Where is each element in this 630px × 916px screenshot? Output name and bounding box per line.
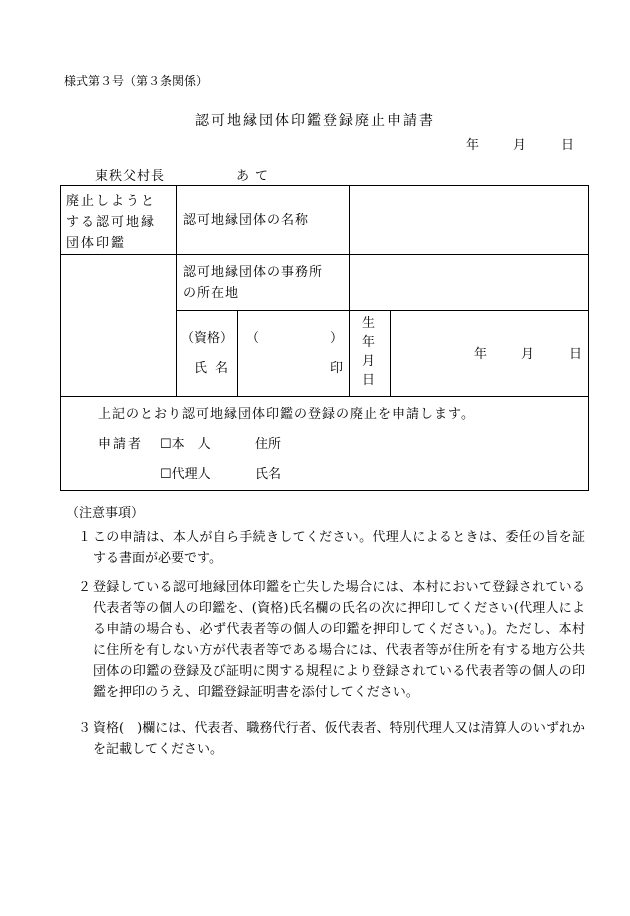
applicant-address-label: 住所	[255, 437, 282, 452]
seal-group-label	[66, 191, 156, 254]
note-item-2	[78, 577, 583, 727]
note-number-1: １	[78, 530, 92, 545]
table-border-left	[60, 185, 61, 491]
table-line-v3	[237, 310, 238, 397]
birth-label-char-1: 生	[362, 316, 376, 331]
option-agent-checkbox[interactable]: ☐代理人	[160, 467, 211, 482]
seal-group-label-line-2: する認可地縁	[66, 215, 157, 230]
note-text-2: 登録している認可地縁団体印鑑を亡失した場合には、本村において登録されている代表者等の個人の印鑑を、(資格)氏名欄の氏名の次に押印してください(代理人による申請の場合も、必ず代表者等の個人の印鑑を押印してください。)。ただし、本村に住所を有しない方が代表者等である場合には、代表者等が住所を有する地方公共団体の印鑑の登録及び証明に関する規程により登録されている代表者等の個人の印鑑を押印のうえ、印鑑登録証明書を添付してください。	[93, 580, 585, 700]
table-border-top	[60, 185, 589, 186]
form-number-label: 様式第３号（第３条関係）	[64, 74, 209, 88]
table-line-h3	[60, 396, 589, 397]
seal-group-label-line-1: 廃止しようと	[66, 194, 157, 209]
addressee-name: 東秩父村長	[95, 169, 166, 184]
declaration-text: 上記のとおり認可地縁団体印鑑の登録の廃止を申請します。	[98, 407, 475, 422]
applicant-address-field[interactable]	[290, 430, 580, 456]
note-number-2: ２	[78, 580, 92, 595]
table-border-bottom	[60, 490, 589, 491]
note-item-3	[78, 718, 583, 760]
date-day-label: 日	[561, 138, 575, 153]
birth-label-char-2: 年	[362, 335, 376, 350]
qualification-field[interactable]	[256, 326, 328, 350]
document-title: 認可地縁団体印鑑登録廃止申請書	[195, 113, 435, 129]
table-line-v5	[390, 310, 391, 397]
table-border-right	[588, 185, 589, 491]
birth-month-label: 月	[521, 347, 535, 362]
org-address-field[interactable]	[351, 257, 587, 309]
birth-date-field[interactable]	[394, 340, 584, 368]
addressee-suffix: あて	[236, 169, 275, 184]
seal-group-label-line-3: 団体印鑑	[66, 236, 127, 251]
notes-heading: （注意事項）	[66, 506, 145, 521]
name-label: 氏名	[194, 361, 237, 376]
org-name-field[interactable]	[351, 188, 587, 254]
option-self-checkbox[interactable]: ☐本 人	[160, 437, 211, 452]
table-line-v4	[349, 310, 350, 397]
date-year-label: 年	[466, 138, 480, 153]
representative-name-field[interactable]	[240, 354, 325, 382]
qualification-paren-open: （	[246, 331, 260, 346]
qualification-label: （資格）	[181, 331, 234, 346]
note-item-1	[78, 527, 583, 569]
seal-mark: 印	[330, 361, 344, 376]
birth-date-label	[362, 314, 375, 390]
table-line-v2	[349, 185, 350, 311]
qualification-paren-close: ）	[330, 331, 344, 346]
org-address-label	[183, 262, 323, 304]
applicant-label: 申請者	[98, 437, 144, 452]
table-line-v1	[176, 185, 177, 397]
org-address-label-line-1: 認可地縁団体の事務所	[183, 265, 324, 280]
birth-label-char-3: 月	[362, 354, 376, 369]
org-name-label: 認可地縁団体の名称	[183, 213, 310, 228]
birth-year-label: 年	[474, 347, 488, 362]
birth-day-label: 日	[569, 347, 583, 362]
date-month-label: 月	[513, 138, 527, 153]
note-text-3: 資格( )欄には、代表者、職務代行者、仮代表者、特別代理人又は清算人のいずれかを記載してください。	[93, 721, 585, 757]
birth-label-char-4: 日	[362, 373, 376, 388]
agent-name-field[interactable]	[290, 460, 580, 486]
note-number-3: ３	[78, 721, 92, 736]
table-line-h1	[60, 254, 589, 255]
org-address-label-line-2: の所在地	[183, 286, 240, 301]
note-text-1: この申請は、本人が自ら手続きしてください。代理人によるときは、委任の旨を証する書面が必要です。	[93, 530, 585, 566]
agent-name-label: 氏名	[255, 467, 282, 482]
